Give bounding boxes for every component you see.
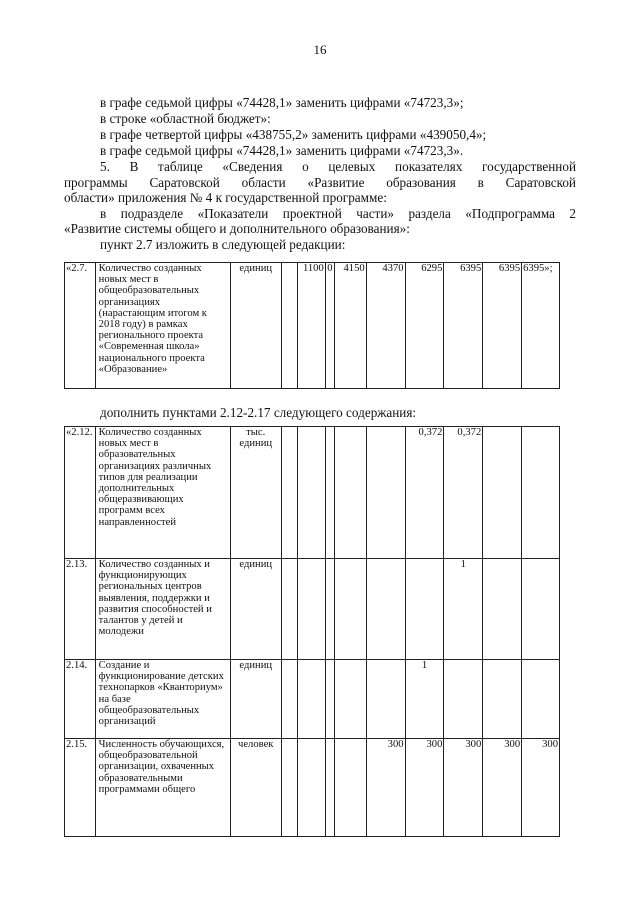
value-cell xyxy=(325,427,334,559)
row-number: «2.7. xyxy=(65,263,96,389)
text-line: области» приложения № 4 к государственной программе: xyxy=(64,190,387,205)
value-cell xyxy=(522,427,560,559)
value-cell xyxy=(281,660,297,739)
value-cell: 4370 xyxy=(366,263,405,389)
text-line: в графе седьмой цифры «74428,1» заменить цифрами «74723,3». xyxy=(100,143,464,158)
value-cell: 300 xyxy=(444,739,483,837)
value-cell xyxy=(298,559,326,660)
value-cell xyxy=(483,559,522,660)
value-cell: 300 xyxy=(522,739,560,837)
value-cell: 6395 xyxy=(444,263,483,389)
value-cell xyxy=(522,660,560,739)
value-cell xyxy=(281,427,297,559)
table-row xyxy=(65,559,560,660)
indicator-table-2-12 xyxy=(64,426,560,837)
value-cell xyxy=(334,427,366,559)
row-number: 2.15. xyxy=(65,739,96,837)
value-cell xyxy=(298,427,326,559)
value-cell xyxy=(298,660,326,739)
text-line: программы Саратовской области «Развитие образования в Саратовской xyxy=(64,175,576,190)
value-cell: 300 xyxy=(483,739,522,837)
value-cell: 4150 xyxy=(334,263,366,389)
value-cell xyxy=(522,559,560,660)
value-cell xyxy=(281,559,297,660)
value-cell: 0,372 xyxy=(405,427,444,559)
indicator-name: Создание и функционирование детских технопарков «Кванториум» на базе общеобразовательных организаций xyxy=(95,660,230,739)
value-cell xyxy=(281,739,297,837)
row-number: «2.12. xyxy=(65,427,96,559)
value-cell xyxy=(366,427,405,559)
row-number: 2.14. xyxy=(65,660,96,739)
table-row xyxy=(65,739,560,837)
value-cell: 0 xyxy=(325,263,334,389)
text-line: «Развитие системы общего и дополнительного образования»: xyxy=(64,221,410,236)
indicator-name: Количество созданных новых мест в общеобразовательных организациях (нарастающим итогом к 2018 году) в рамках регионального проекта «Современная школа» национального проекта «Образование» xyxy=(95,263,230,389)
indicator-name: Количество созданных и функционирующих региональных центров выявления, поддержки и развития способностей и талантов у детей и молодежи xyxy=(95,559,230,660)
text-line: в подразделе «Показатели проектной части» раздела «Подпрограмма 2 xyxy=(100,206,576,221)
value-cell: 6395 xyxy=(483,263,522,389)
value-cell xyxy=(334,660,366,739)
text-line: в строке «областной бюджет»: xyxy=(100,111,271,126)
unit: единиц xyxy=(230,660,281,739)
value-cell xyxy=(366,660,405,739)
value-cell xyxy=(444,660,483,739)
unit: единиц xyxy=(230,559,281,660)
unit: тыс. единиц xyxy=(230,427,281,559)
text-line: 5. В таблице «Сведения о целевых показателях государственной xyxy=(100,159,576,174)
value-cell: 300 xyxy=(405,739,444,837)
indicator-name: Численность обучающихся, общеобразовательной организации, охваченных образовательными программами общего xyxy=(95,739,230,837)
value-cell xyxy=(334,559,366,660)
table-row xyxy=(65,660,560,739)
indicator-table-2-7 xyxy=(64,262,560,389)
text-line: пункт 2.7 изложить в следующей редакции: xyxy=(100,237,346,252)
value-cell: 1 xyxy=(405,660,444,739)
value-cell xyxy=(325,559,334,660)
value-cell xyxy=(366,559,405,660)
unit: единиц xyxy=(230,263,281,389)
unit: человек xyxy=(230,739,281,837)
row-number: 2.13. xyxy=(65,559,96,660)
value-cell: 6395»; xyxy=(522,263,560,389)
value-cell xyxy=(325,660,334,739)
value-cell xyxy=(334,739,366,837)
value-cell xyxy=(405,559,444,660)
value-cell xyxy=(281,263,297,389)
value-cell xyxy=(483,660,522,739)
table-row xyxy=(65,263,560,389)
value-cell: 1 xyxy=(444,559,483,660)
value-cell: 6295 xyxy=(405,263,444,389)
value-cell: 0,372 xyxy=(444,427,483,559)
value-cell xyxy=(483,427,522,559)
indicator-name: Количество созданных новых мест в образовательных организациях различных типов для реализации дополнительных общеразвивающих программ всех направленностей xyxy=(95,427,230,559)
text-line: дополнить пунктами 2.12-2.17 следующего содержания: xyxy=(100,405,417,420)
value-cell: 1100 xyxy=(298,263,326,389)
value-cell: 300 xyxy=(366,739,405,837)
table-row xyxy=(65,427,560,559)
text-line: в графе седьмой цифры «74428,1» заменить цифрами «74723,3»; xyxy=(100,95,464,110)
value-cell xyxy=(325,739,334,837)
text-line: в графе четвертой цифры «438755,2» заменить цифрами «439050,4»; xyxy=(100,127,487,142)
page-number: 16 xyxy=(313,42,327,57)
value-cell xyxy=(298,739,326,837)
